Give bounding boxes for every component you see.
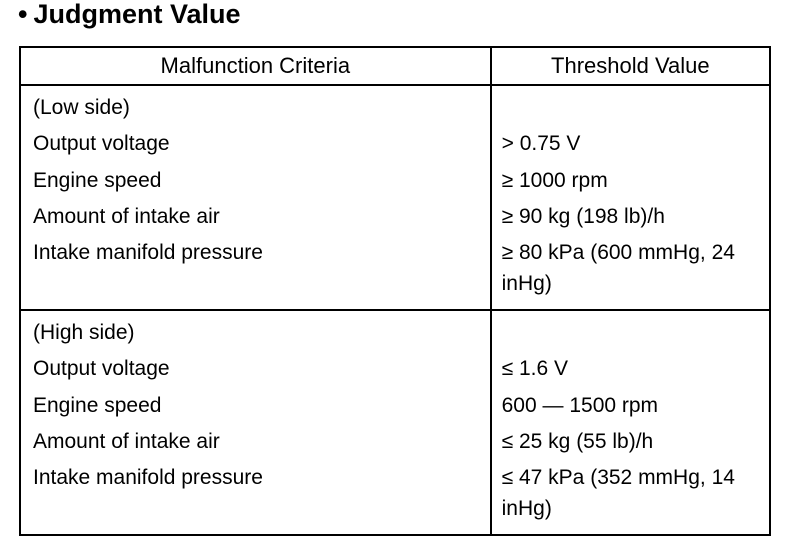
threshold-manifold-pressure: ≥ 80 kPa (600 mmHg, 24 inHg): [501, 241, 735, 296]
blank-line: [492, 315, 769, 351]
judgment-value-table: [19, 46, 771, 536]
threshold-engine-speed: 600 — 1500 rpm: [501, 393, 659, 417]
threshold-intake-air: ≥ 90 kg (198 lb)/h: [501, 204, 665, 228]
threshold-output-voltage: ≤ 1.6 V: [501, 357, 569, 381]
criteria-intake-air: Amount of intake air: [33, 430, 220, 454]
threshold-intake-air: ≤ 25 kg (55 lb)/h: [501, 430, 654, 454]
high-side-group: [20, 310, 770, 535]
criteria-manifold-pressure: Intake manifold pressure: [33, 466, 263, 490]
table-row: [20, 310, 770, 535]
column-header-threshold-value: Threshold Value: [491, 47, 770, 85]
threshold-cell: [491, 85, 770, 310]
bullet-icon: •: [18, 0, 28, 29]
criteria-engine-speed: Engine speed: [33, 168, 162, 192]
threshold-cell: [491, 310, 770, 535]
table-header-row: [20, 47, 770, 85]
table-row: [20, 85, 770, 310]
group-label-low-side: (Low side): [33, 96, 130, 119]
threshold-engine-speed: ≥ 1000 rpm: [501, 168, 608, 192]
criteria-manifold-pressure: Intake manifold pressure: [33, 241, 263, 265]
column-header-malfunction-criteria: Malfunction Criteria: [20, 47, 491, 85]
criteria-engine-speed: Engine speed: [33, 393, 162, 417]
blank-line: [492, 90, 769, 126]
criteria-cell: [20, 85, 491, 310]
section-heading: [18, 0, 241, 30]
threshold-output-voltage: > 0.75 V: [501, 132, 581, 156]
criteria-output-voltage: Output voltage: [33, 357, 170, 381]
threshold-manifold-pressure: ≤ 47 kPa (352 mmHg, 14 inHg): [501, 466, 735, 521]
criteria-output-voltage: Output voltage: [33, 132, 170, 156]
group-label-high-side: (High side): [33, 321, 135, 345]
criteria-intake-air: Amount of intake air: [33, 204, 220, 228]
low-side-group: [20, 85, 770, 310]
criteria-cell: [20, 310, 491, 535]
section-heading-text: Judgment Value: [33, 0, 241, 29]
